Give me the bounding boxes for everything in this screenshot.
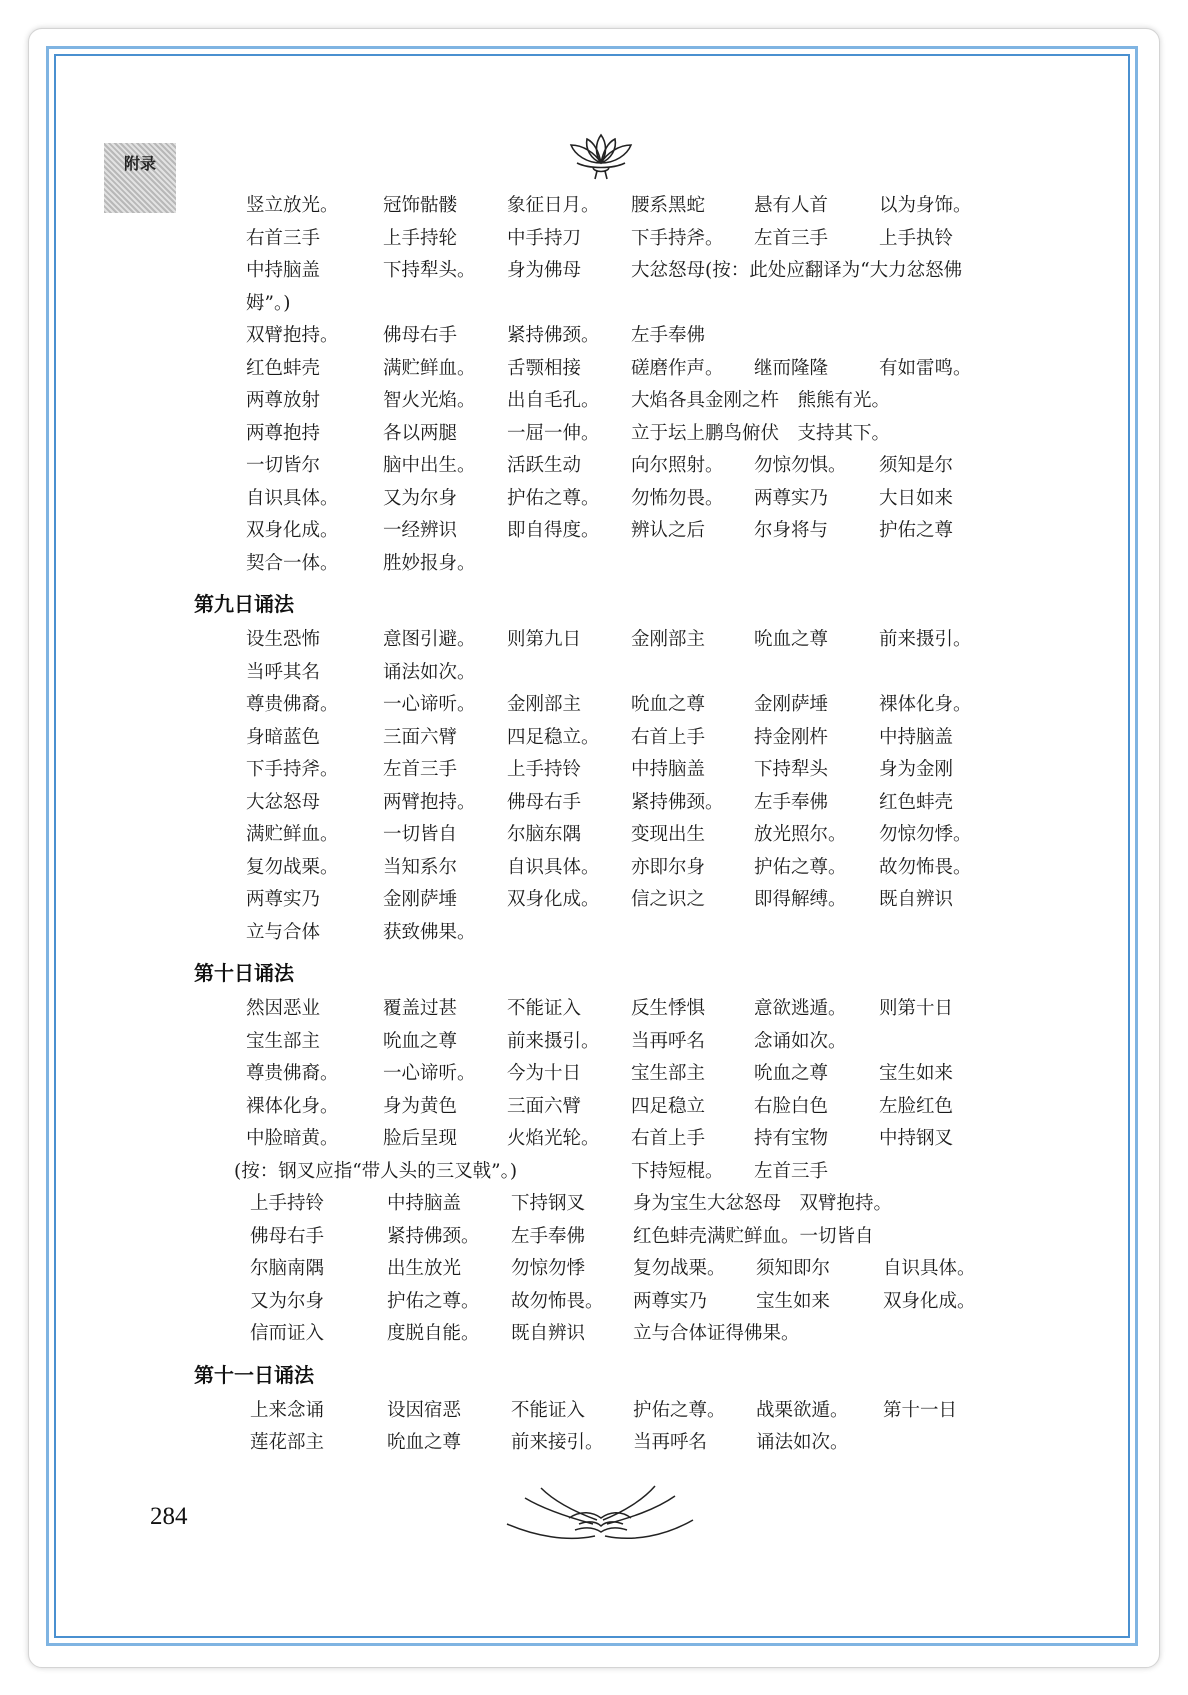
verse-phrase: 故勿怖畏。 — [879, 856, 972, 878]
verse-phrase: 则第十日 — [879, 998, 954, 1019]
verse-phrase: 各以两腿 — [383, 422, 458, 444]
verse-phrase: 设生恐怖 — [246, 629, 321, 650]
verse-phrase: 吮血之尊 — [754, 1063, 829, 1084]
day-11-verses — [194, 1395, 1094, 1460]
verse-phrase: 左首三手 — [754, 227, 829, 249]
verse-phrase: 今为十日 — [507, 1063, 582, 1084]
verse-phrase: 念诵如次。 — [754, 1030, 847, 1052]
verse-phrase: 金刚部主 — [631, 629, 706, 650]
verse-row — [194, 1221, 1094, 1254]
verse-phrase: 护佑之尊。 — [633, 1399, 726, 1421]
verse-phrase: 两尊实乃 — [754, 487, 829, 509]
verse-phrase: 不能证入 — [507, 998, 582, 1019]
verse-phrase: 中持脑盖 — [631, 759, 706, 780]
verse-phrase: 左手奉佛 — [511, 1225, 586, 1247]
verse-phrase: 持金刚杵 — [754, 726, 829, 748]
lotus-icon — [565, 129, 637, 181]
verse-phrase: 吮血之尊 — [387, 1432, 462, 1453]
verse-phrase: 护佑之尊。 — [754, 856, 847, 878]
verse-phrase: 一屈一伸。 — [507, 422, 600, 444]
verse-row — [194, 787, 1094, 820]
verse-phrase: 前来摄引。 — [507, 1030, 600, 1052]
verse-phrase: 意图引避。 — [383, 629, 476, 650]
verse-row — [194, 483, 1094, 516]
verse-phrase: 既自辨识 — [511, 1323, 586, 1344]
verse-phrase: 下持钢叉 — [511, 1193, 586, 1214]
verse-phrase: 意欲逃遁。 — [754, 998, 847, 1019]
verse-phrase: 尔脑东隅 — [507, 824, 582, 845]
verse-phrase: 护佑之尊 — [879, 520, 954, 541]
verse-phrase: 立与合体 — [246, 921, 321, 943]
verse-phrase: 悬有人首 — [754, 195, 829, 216]
verse-phrase: 须知即尔 — [756, 1258, 831, 1279]
verse-phrase: 勿惊勿悸 — [511, 1258, 586, 1279]
verse-phrase: 即自得度。 — [507, 520, 600, 541]
verse-phrase: 自识具体。 — [246, 487, 339, 509]
verse-phrase: 紧持佛颈。 — [631, 791, 724, 813]
verse-phrase: 两尊实乃 — [246, 889, 321, 910]
verse-phrase: 契合一体。 — [246, 552, 339, 574]
verse-phrase: 宝生部主 — [246, 1030, 321, 1052]
verse-row — [194, 689, 1094, 722]
verse-phrase: 双身化成。 — [507, 889, 600, 910]
verse-phrase: 故勿怖畏。 — [511, 1290, 604, 1312]
verse-row — [194, 223, 1094, 256]
verse-phrase: 变现出生 — [631, 824, 706, 845]
verse-phrase: 宝生部主 — [631, 1063, 706, 1084]
verse-phrase: 自识具体。 — [883, 1258, 976, 1279]
verse-phrase: 四足稳立。 — [507, 726, 600, 748]
verse-phrase: 诵法如次。 — [383, 661, 476, 683]
verse-phrase: 尊贵佛裔。 — [246, 1063, 339, 1084]
verse-phrase: 三面六臂 — [383, 726, 458, 748]
verse-phrase: 金刚萨埵 — [754, 694, 829, 715]
verse-phrase: 向尔照射。 — [631, 455, 724, 476]
verse-phrase: 亦即尔身 — [631, 856, 706, 878]
verse-phrase: 左手奉佛 — [754, 791, 829, 813]
verse-row — [194, 1123, 1094, 1156]
verse-row — [194, 385, 1094, 418]
verse-phrase: 胜妙报身。 — [383, 552, 476, 574]
heading-day-10: 第十日诵法 — [194, 961, 294, 985]
verse-phrase: 一心谛听。 — [383, 1063, 476, 1084]
verse-row — [194, 624, 1094, 657]
verse-phrase: 左手奉佛 — [631, 325, 706, 346]
verse-row — [194, 917, 1094, 950]
verse-phrase: 既自辨识 — [879, 889, 954, 910]
day-9-verses — [194, 624, 1094, 949]
verse-row — [194, 884, 1094, 917]
verse-phrase: 一切皆尔 — [246, 455, 321, 476]
verse-phrase: 一经辨识 — [383, 520, 458, 541]
verse-phrase: 金刚部主 — [507, 694, 582, 715]
verse-phrase: 莲花部主 — [250, 1432, 325, 1453]
verse-phrase: 则第九日 — [507, 629, 582, 650]
verse-phrase: 前来接引。 — [511, 1432, 604, 1453]
verse-phrase: 右首上手 — [631, 726, 706, 748]
verse-phrase: 又为尔身 — [250, 1290, 325, 1312]
verse-phrase: 活跃生动 — [507, 455, 582, 476]
verse-phrase: 冠饰骷髅 — [383, 195, 458, 216]
verse-phrase: 下持犁头 — [754, 759, 829, 780]
verse-phrase: 中持脑盖 — [246, 260, 321, 281]
verse-phrase: 覆盖过甚 — [383, 998, 458, 1019]
verse-phrase: 中手持刀 — [507, 227, 582, 249]
verse-row — [194, 353, 1094, 386]
verse-phrase: 一切皆自 — [383, 824, 458, 845]
verse-phrase: 吮血之尊 — [383, 1030, 458, 1052]
verse-phrase: 双身化成。 — [883, 1290, 976, 1312]
verse-phrase: 磋磨作声。 — [631, 357, 724, 379]
section-tab: 附录 — [104, 143, 176, 213]
verse-phrase: 上手执铃 — [879, 227, 954, 249]
verse-phrase: 满贮鲜血。 — [383, 357, 476, 379]
verse-phrase: 身为佛母 — [507, 260, 582, 281]
verse-phrase: 金刚萨埵 — [383, 889, 458, 910]
verse-row: 姆”。) — [246, 292, 291, 314]
verse-phrase: 以为身饰。 — [879, 195, 972, 216]
verse-phrase: 上手持轮 — [383, 227, 458, 249]
verse-phrase: 两尊实乃 — [633, 1290, 708, 1312]
verse-phrase: 第十一日 — [883, 1399, 958, 1421]
verse-phrase: 满贮鲜血。 — [246, 824, 339, 845]
verse-phrase: 右首上手 — [631, 1128, 706, 1149]
verse-phrase: 两尊抱持 — [246, 422, 321, 444]
heading-day-9: 第九日诵法 — [194, 592, 294, 616]
verse-phrase: 前来摄引。 — [879, 629, 972, 650]
verse-phrase: 中脸暗黄。 — [246, 1128, 339, 1149]
verse-row — [194, 1286, 1094, 1319]
verse-phrase: 裸体化身。 — [879, 694, 972, 715]
verse-phrase: 当再呼名 — [633, 1432, 708, 1453]
verse-phrase: 当再呼名 — [631, 1030, 706, 1052]
verse-phrase: 尔脑南隅 — [250, 1258, 325, 1279]
verse-row — [194, 1253, 1094, 1286]
verse-phrase: 不能证入 — [511, 1399, 586, 1421]
verse-phrase: 身为黄色 — [383, 1095, 458, 1117]
verse-phrase: 放光照尔。 — [754, 824, 847, 845]
verse-phrase: 脑中出生。 — [383, 455, 476, 476]
verse-phrase: 勿怖勿畏。 — [631, 487, 724, 509]
verse-phrase: 即得解缚。 — [754, 889, 847, 910]
verse-phrase: 然因恶业 — [246, 998, 321, 1019]
verse-phrase: 中持脑盖 — [879, 726, 954, 748]
verse-row — [194, 657, 1094, 690]
verse-row — [194, 754, 1094, 787]
verse-phrase: 一心谛听。 — [383, 694, 476, 715]
verse-phrase: 下手持斧。 — [631, 227, 724, 249]
verse-phrase: 信之识之 — [631, 889, 706, 910]
verse-phrase: 宝生如来 — [756, 1290, 831, 1312]
verse-phrase: 吮血之尊 — [631, 694, 706, 715]
page-number: 284 — [150, 1503, 188, 1530]
verse-phrase: 当呼其名 — [246, 661, 321, 683]
verse-phrase: 佛母右手 — [250, 1225, 325, 1247]
verse-phrase: 须知是尔 — [879, 455, 954, 476]
heading-day-11: 第十一日诵法 — [194, 1362, 314, 1387]
verse-phrase: 大忿怒母(按：此处应翻译为“大力忿怒佛 — [631, 260, 963, 281]
verse-phrase: 自识具体。 — [507, 856, 600, 878]
verse-phrase: 四足稳立 — [631, 1095, 706, 1117]
verse-row — [194, 1026, 1094, 1059]
verse-phrase: 立与合体证得佛果。 — [633, 1323, 800, 1344]
verse-phrase: 复勿战栗。 — [246, 856, 339, 878]
verse-phrase: 竖立放光。 — [246, 195, 339, 216]
verse-row — [194, 1427, 1094, 1460]
verse-phrase: 中持钢叉 — [879, 1128, 954, 1149]
verse-phrase: 继而隆隆 — [754, 357, 829, 379]
verse-row — [194, 548, 1094, 581]
verse-phrase: 护佑之尊。 — [507, 487, 600, 509]
verse-phrase: 大忿怒母 — [246, 791, 321, 813]
verse-phrase: 大日如来 — [879, 487, 954, 509]
verse-row — [194, 1318, 1094, 1351]
verse-phrase: 护佑之尊。 — [387, 1290, 480, 1312]
verse-phrase: 腰系黑蛇 — [631, 195, 706, 216]
verse-phrase: 红色蚌壳满贮鲜血。一切皆自 — [633, 1225, 874, 1247]
verse-phrase: 左首三手 — [754, 1160, 829, 1182]
verse-row — [194, 1091, 1094, 1124]
verse-phrase: 紧持佛颈。 — [387, 1225, 480, 1247]
verse-phrase: 象征日月。 — [507, 195, 600, 216]
verse-phrase: 中持脑盖 — [387, 1193, 462, 1214]
day-10-verses — [194, 993, 1094, 1351]
verse-phrase: 双身化成。 — [246, 520, 339, 541]
verse-phrase: 红色蚌壳 — [879, 791, 954, 813]
verse-phrase: 右脸白色 — [754, 1095, 829, 1117]
verse-row — [194, 450, 1094, 483]
verse-phrase: 上手持铃 — [507, 759, 582, 780]
verse-phrase: 上手持铃 — [250, 1193, 325, 1214]
verse-phrase: 左脸红色 — [879, 1095, 954, 1117]
verse-phrase: 右首三手 — [246, 227, 321, 249]
verse-row — [194, 320, 1094, 353]
verse-phrase: 佛母右手 — [507, 791, 582, 813]
verse-row — [194, 515, 1094, 548]
verse-phrase: 裸体化身。 — [246, 1095, 339, 1117]
verse-phrase: 出生放光 — [387, 1258, 462, 1279]
verse-phrase: 设因宿恶 — [387, 1399, 462, 1421]
verse-phrase: 三面六臂 — [507, 1095, 582, 1117]
verse-phrase: 战栗欲遁。 — [756, 1399, 849, 1421]
translator-note: (按：钢叉应指“带人头的三叉戟”。) — [234, 1160, 518, 1182]
verse-phrase: 有如雷鸣。 — [879, 357, 972, 379]
verse-phrase: 下手持斧。 — [246, 759, 339, 780]
verse-phrase: 复勿战栗。 — [633, 1258, 726, 1279]
verse-phrase: 诵法如次。 — [756, 1432, 849, 1453]
verse-row — [194, 190, 1094, 223]
verse-row — [194, 1188, 1094, 1221]
verse-phrase: 身暗蓝色 — [246, 726, 321, 748]
verse-phrase: 舌颚相接 — [507, 357, 582, 379]
verse-phrase: 辨认之后 — [631, 520, 706, 541]
verse-row — [194, 819, 1094, 852]
verse-phrase: 当知系尔 — [383, 856, 458, 878]
verse-phrase: 持有宝物 — [754, 1128, 829, 1149]
verse-phrase: 下持犁头。 — [383, 260, 476, 281]
verse-phrase: 尔身将与 — [754, 520, 829, 541]
verse-phrase: 佛母右手 — [383, 325, 458, 346]
verse-phrase: 智火光焰。 — [383, 390, 476, 411]
verse-row — [194, 852, 1094, 885]
verse-phrase: 出自毛孔。 — [507, 390, 600, 411]
verse-phrase: 吮血之尊 — [754, 629, 829, 650]
verse-phrase: 脸后呈现 — [383, 1128, 458, 1149]
verse-row — [194, 255, 1094, 288]
verse-phrase: 获致佛果。 — [383, 921, 476, 943]
verse-phrase: 火焰光轮。 — [507, 1128, 600, 1149]
verse-phrase: 度脱自能。 — [387, 1323, 480, 1344]
verse-phrase: 身为宝生大忿怒母 双臂抱持。 — [633, 1193, 893, 1214]
verse-row — [194, 993, 1094, 1026]
verse-phrase: 两臂抱持。 — [383, 791, 476, 813]
verse-row — [194, 418, 1094, 451]
verse-phrase: 宝生如来 — [879, 1063, 954, 1084]
verse-phrase: 勿惊勿悸。 — [879, 824, 972, 845]
verse-row — [194, 1395, 1094, 1428]
verse-phrase: 身为金刚 — [879, 759, 954, 780]
verse-phrase: 紧持佛颈。 — [507, 325, 600, 346]
verse-phrase: 两尊放射 — [246, 390, 321, 411]
opening-verses — [194, 190, 1094, 580]
verse-phrase: 双臂抱持。 — [246, 325, 339, 346]
verse-row — [194, 722, 1094, 755]
verse-phrase: 红色蚌壳 — [246, 357, 321, 379]
verse-row — [194, 1058, 1094, 1091]
verse-phrase: 勿惊勿惧。 — [754, 455, 847, 476]
verse-phrase: 反生悸惧 — [631, 998, 706, 1019]
scripture-text — [194, 190, 1094, 1460]
verse-phrase: 上来念诵 — [250, 1399, 325, 1421]
folded-hands-ornament-icon — [505, 1480, 695, 1546]
verse-phrase: 又为尔身 — [383, 487, 458, 509]
verse-row — [194, 1156, 1094, 1189]
verse-phrase: 尊贵佛裔。 — [246, 694, 339, 715]
verse-phrase: 信而证入 — [250, 1323, 325, 1344]
verse-phrase: 左首三手 — [383, 759, 458, 780]
verse-phrase: 下持短棍。 — [631, 1160, 724, 1182]
verse-phrase: 立于坛上鹏鸟俯伏 支持其下。 — [631, 422, 891, 444]
verse-phrase: 大焰各具金刚之杵 熊熊有光。 — [631, 390, 891, 411]
